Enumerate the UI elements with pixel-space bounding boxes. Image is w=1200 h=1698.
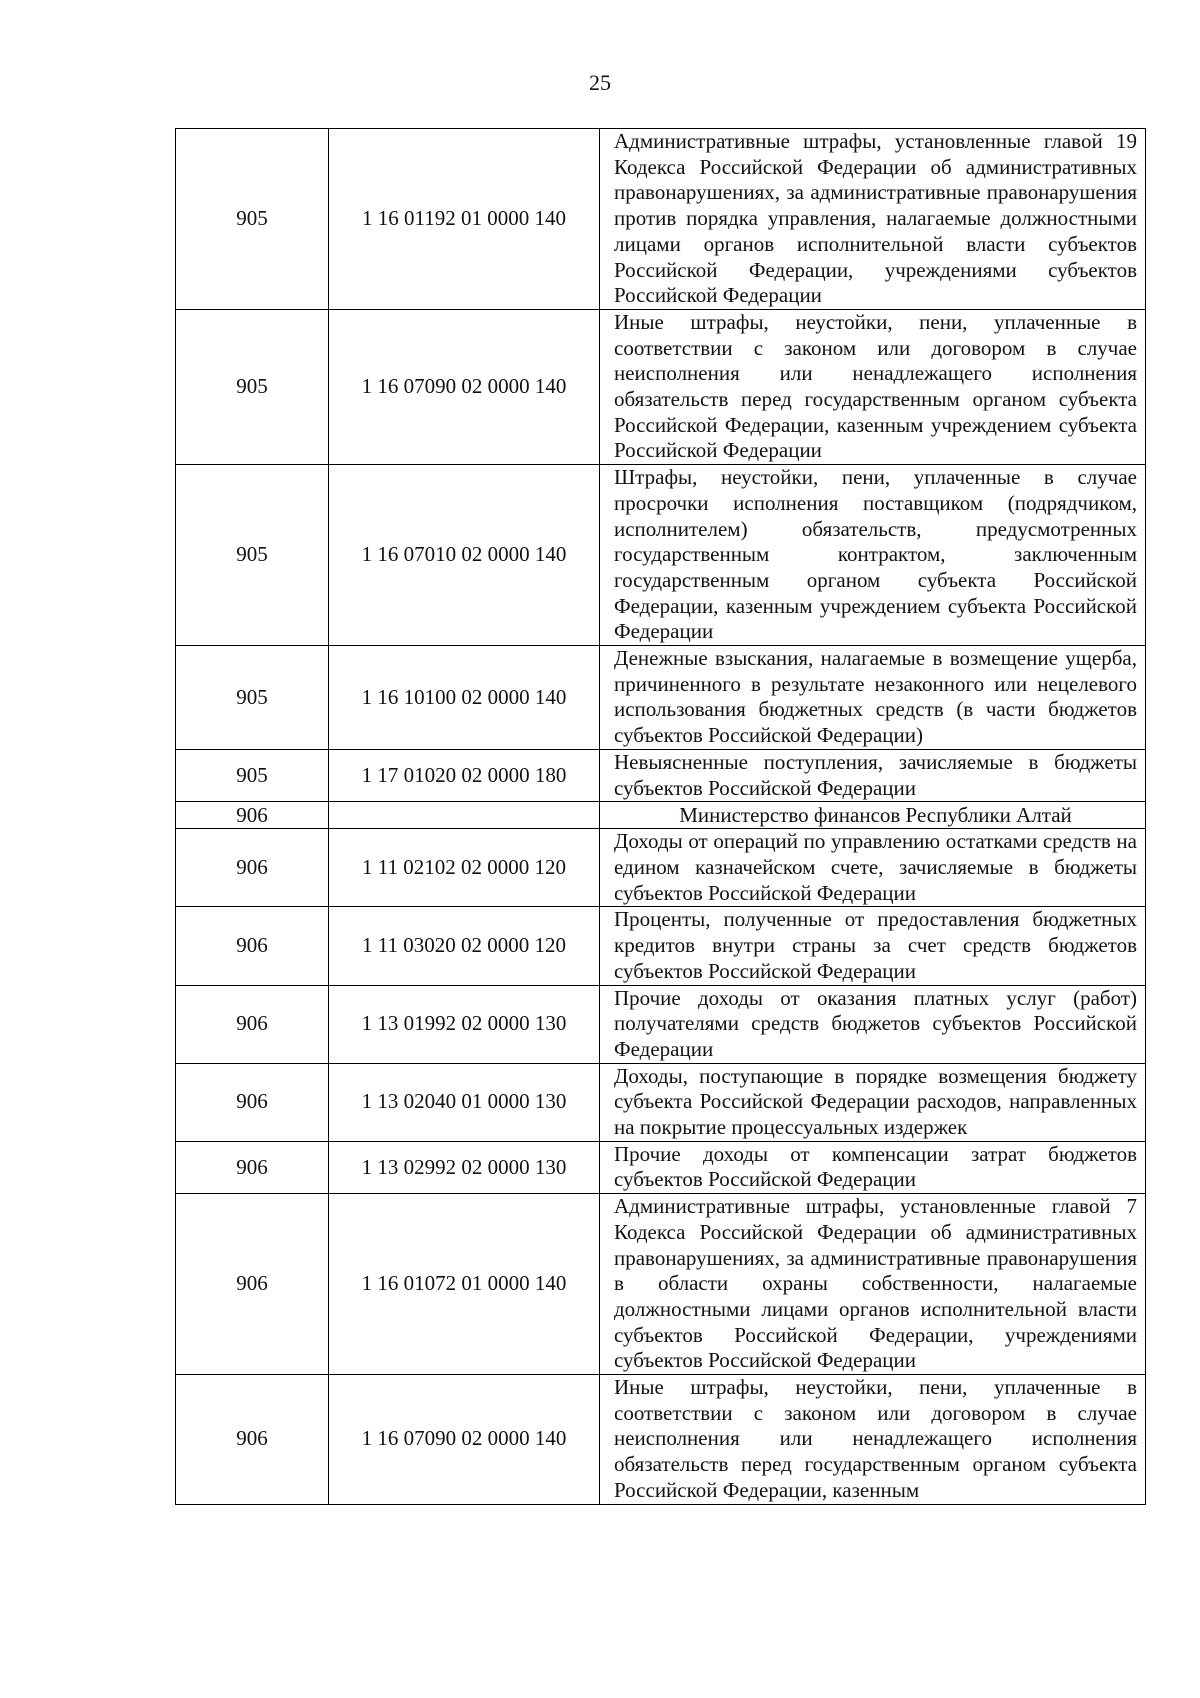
revenue-name-cell: Штрафы, неустойки, пени, уплаченные в случае просрочки исполнения поставщиком (подрядчиком, исполнителем) обязательств, предусмотренных государственным контрактом, заключенным государственным органом субъекта Российской Федерации, казенным учреждением субъекта Российской Федерации [600, 465, 1146, 646]
budget-code-cell: 1 11 03020 02 0000 120 [329, 907, 600, 985]
table-row [176, 465, 1146, 646]
revenue-name-cell: Проценты, полученные от предоставления бюджетных кредитов внутри страны за счет средств бюджетов субъектов Российской Федерации [600, 907, 1146, 985]
budget-code-cell: 1 13 01992 02 0000 130 [329, 985, 600, 1063]
admin-code-cell: 905 [176, 129, 329, 310]
budget-code-cell: 1 11 02102 02 0000 120 [329, 829, 600, 907]
administrator-header-row [176, 802, 1146, 829]
revenue-name-cell: Прочие доходы от компенсации затрат бюджетов субъектов Российской Федерации [600, 1141, 1146, 1193]
admin-code-cell: 906 [176, 802, 329, 829]
budget-code-cell: 1 16 07010 02 0000 140 [329, 465, 600, 646]
revenue-name-cell: Денежные взыскания, налагаемые в возмещение ущерба, причиненного в результате незаконного или нецелевого использования бюджетных средств (в части бюджетов субъектов Российской Федерации) [600, 646, 1146, 750]
budget-code-cell: 1 16 07090 02 0000 140 [329, 309, 600, 464]
budget-code-cell: 1 16 01072 01 0000 140 [329, 1194, 600, 1375]
admin-code-cell: 906 [176, 907, 329, 985]
table-row [176, 1375, 1146, 1505]
budget-code-cell: 1 16 01192 01 0000 140 [329, 129, 600, 310]
table-row [176, 749, 1146, 801]
table-body [176, 129, 1146, 1505]
revenue-name-cell: Доходы, поступающие в порядке возмещения бюджету субъекта Российской Федерации расходов, направленных на покрытие процессуальных издержек [600, 1063, 1146, 1141]
budget-code-cell: 1 16 10100 02 0000 140 [329, 646, 600, 750]
revenue-name-cell: Прочие доходы от оказания платных услуг (работ) получателями средств бюджетов субъектов Российской Федерации [600, 985, 1146, 1063]
table-row [176, 1141, 1146, 1193]
table-row [176, 1194, 1146, 1375]
admin-code-cell: 905 [176, 309, 329, 464]
admin-code-cell: 905 [176, 465, 329, 646]
administrator-name-cell: Министерство финансов Республики Алтай [600, 802, 1146, 829]
page-number: 25 [589, 70, 611, 95]
table-row [176, 985, 1146, 1063]
budget-code-cell: 1 16 07090 02 0000 140 [329, 1375, 600, 1505]
table-row [176, 1063, 1146, 1141]
budget-code-cell: 1 13 02992 02 0000 130 [329, 1141, 600, 1193]
admin-code-cell: 905 [176, 749, 329, 801]
admin-code-cell: 906 [176, 1063, 329, 1141]
admin-code-cell: 906 [176, 985, 329, 1063]
admin-code-cell: 906 [176, 829, 329, 907]
table-row [176, 646, 1146, 750]
revenue-name-cell: Административные штрафы, установленные главой 7 Кодекса Российской Федерации об административных правонарушениях, за административные правонарушения в области охраны собственности, налагаемые должностными лицами органов исполнительной власти субъектов Российской Федерации, учреждениями субъектов Российской Федерации [600, 1194, 1146, 1375]
admin-code-cell: 906 [176, 1375, 329, 1505]
revenue-codes-table [175, 128, 1146, 1505]
revenue-name-cell: Административные штрафы, установленные главой 19 Кодекса Российской Федерации об административных правонарушениях, за административные правонарушения против порядка управления, налагаемые должностными лицами органов исполнительной власти субъектов Российской Федерации, учреждениями субъектов Российской Федерации [600, 129, 1146, 310]
admin-code-cell: 905 [176, 646, 329, 750]
table-row [176, 829, 1146, 907]
revenue-name-cell: Невыясненные поступления, зачисляемые в бюджеты субъектов Российской Федерации [600, 749, 1146, 801]
admin-code-cell: 906 [176, 1141, 329, 1193]
revenue-name-cell: Иные штрафы, неустойки, пени, уплаченные в соответствии с законом или договором в случае неисполнения или ненадлежащего исполнения обязательств перед государственным органом субъекта Российской Федерации, казенным учреждением субъекта Российской Федерации [600, 309, 1146, 464]
revenue-name-cell: Доходы от операций по управлению остатками средств на едином казначейском счете, зачисляемые в бюджеты субъектов Российской Федерации [600, 829, 1146, 907]
budget-code-cell [329, 802, 600, 829]
table-row [176, 907, 1146, 985]
budget-code-cell: 1 17 01020 02 0000 180 [329, 749, 600, 801]
table-row [176, 309, 1146, 464]
table-row [176, 129, 1146, 310]
budget-code-cell: 1 13 02040 01 0000 130 [329, 1063, 600, 1141]
revenue-name-cell: Иные штрафы, неустойки, пени, уплаченные в соответствии с законом или договором в случае неисполнения или ненадлежащего исполнения обязательств перед государственным органом субъекта Российской Федерации, казенным [600, 1375, 1146, 1505]
admin-code-cell: 906 [176, 1194, 329, 1375]
